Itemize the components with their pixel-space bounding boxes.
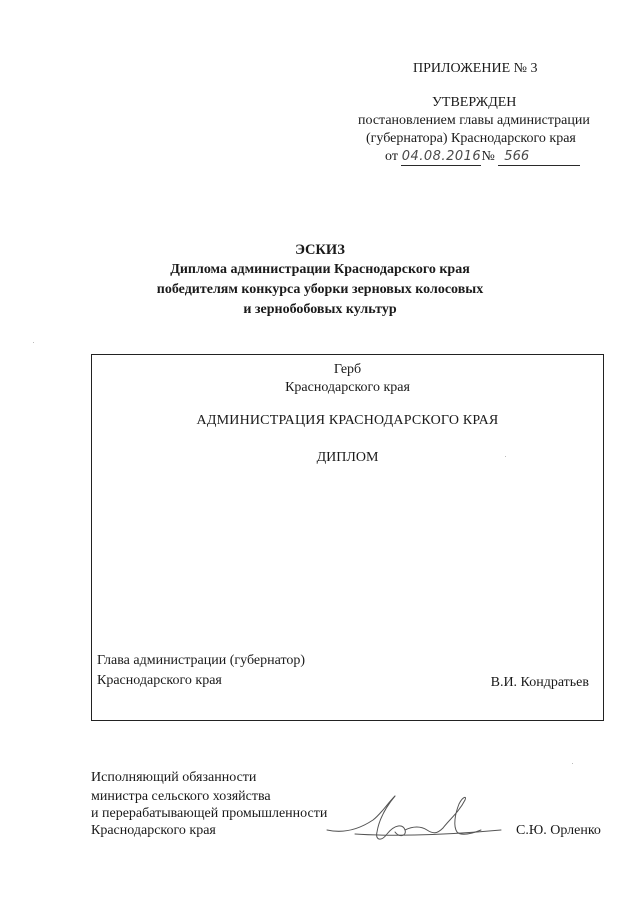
signatory-name: С.Ю. Орленко (516, 823, 601, 838)
signatory-line-2: министра сельского хозяйства (91, 789, 271, 804)
decree-line-1: постановлением главы администрации (358, 113, 590, 128)
administration-title: АДМИНИСТРАЦИЯ КРАСНОДАРСКОГО КРАЯ (196, 413, 499, 428)
handwritten-date: 04.08.2016 (401, 149, 482, 164)
decree-date-line (385, 149, 580, 166)
head-title-line-2: Краснодарского края (97, 673, 222, 688)
date-prefix: от (385, 149, 398, 164)
diploma-frame (91, 354, 604, 721)
decree-line-2: (губернатора) Краснодарского края (366, 131, 576, 146)
handwritten-signature (325, 790, 505, 846)
coat-of-arms-region: Краснодарского края (285, 380, 410, 395)
scan-speck (572, 763, 573, 764)
appendix-number: ПРИЛОЖЕНИЕ № 3 (413, 61, 538, 76)
signatory-line-4: Краснодарского края (91, 823, 216, 838)
coat-of-arms-label: Герб (333, 362, 362, 377)
approved-stamp-title: УТВЕРЖДЕН (432, 95, 517, 110)
signatory-line-1: Исполняющий обязанности (91, 770, 257, 785)
head-title-line-1: Глава администрации (губернатор) (97, 653, 306, 668)
document-title (120, 240, 520, 320)
number-prefix: № (481, 149, 495, 164)
title-heading: ЭСКИЗ (295, 242, 345, 258)
title-line-1: Диплома администрации Краснодарского края (170, 262, 470, 277)
signatory-line-3: и перерабатывающей промышленности (91, 806, 328, 821)
head-name: В.И. Кондратьев (490, 675, 589, 690)
title-line-3: и зернобобовых культур (243, 302, 397, 317)
scan-speck (505, 456, 506, 457)
handwritten-number: 566 (498, 149, 580, 166)
scan-speck (33, 342, 34, 343)
diploma-word: ДИПЛОМ (316, 450, 379, 465)
title-line-2: победителям конкурса уборки зерновых колосовых (156, 282, 484, 297)
